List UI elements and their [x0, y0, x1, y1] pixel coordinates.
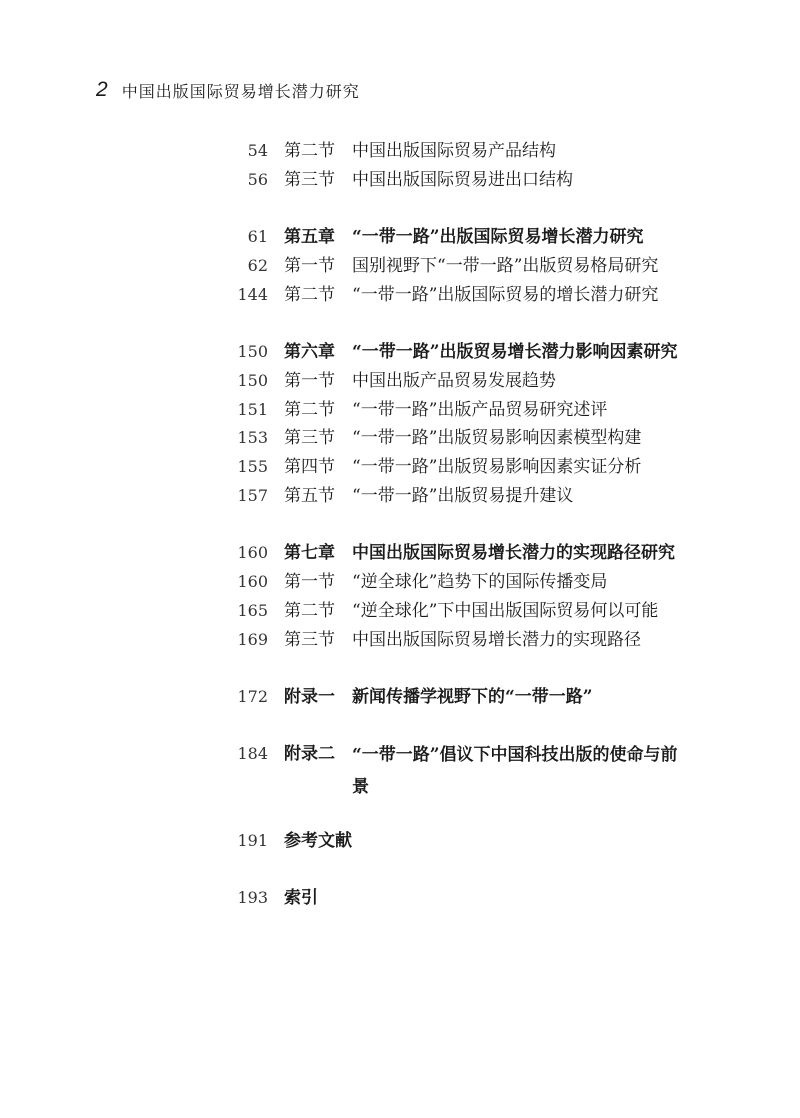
toc-appendix-entry[interactable] [0, 739, 800, 805]
toc-page-number: 62 [247, 256, 268, 275]
toc-entry[interactable] [0, 395, 800, 425]
toc-section-label: 第四节 [284, 457, 335, 477]
toc-chapter-entry[interactable] [0, 222, 800, 252]
toc-page-number: 150 [237, 371, 268, 390]
toc-entry[interactable] [0, 625, 800, 655]
toc-page-number: 160 [237, 572, 268, 591]
toc-chapter-label: 第七章 [284, 543, 335, 563]
toc-appendix-title: 新闻传播学视野下的“一带一路” [352, 687, 593, 707]
toc-chapter-label: 第五章 [284, 227, 335, 247]
toc-section-label: 第一节 [284, 572, 335, 592]
toc-index-entry[interactable] [0, 883, 800, 913]
toc-entry[interactable] [0, 452, 800, 482]
toc-page-number: 160 [237, 543, 268, 562]
toc-appendix-label: 附录二 [284, 744, 335, 764]
toc-appendix-label: 附录一 [284, 687, 335, 707]
running-header [96, 78, 360, 102]
toc-index-title: 索引 [284, 888, 318, 908]
page-number: 2 [96, 78, 108, 101]
toc-chapter-entry[interactable] [0, 337, 800, 367]
toc-section-label: 第一节 [284, 371, 335, 391]
toc-title: “一带一路”出版产品贸易研究述评 [352, 400, 608, 420]
toc-title: “逆全球化”趋势下的国际传播变局 [352, 572, 608, 592]
toc-page-number: 155 [237, 457, 268, 476]
toc-entry[interactable] [0, 423, 800, 453]
toc-entry[interactable] [0, 596, 800, 626]
toc-entry[interactable] [0, 165, 800, 195]
toc-chapter-entry[interactable] [0, 538, 800, 568]
toc-page-number: 54 [247, 141, 268, 160]
toc-page-number: 153 [237, 428, 268, 447]
toc-page-number: 61 [247, 227, 268, 246]
book-title: 中国出版国际贸易增长潜力研究 [121, 81, 360, 101]
toc-page-number: 193 [237, 888, 268, 907]
toc-page-number: 191 [237, 831, 268, 850]
toc-section-label: 第二节 [284, 400, 335, 420]
toc-title: “一带一路”出版贸易提升建议 [352, 486, 574, 506]
toc-title: 中国出版国际贸易进出口结构 [352, 170, 573, 190]
toc-section-label: 第二节 [284, 601, 335, 621]
toc-chapter-label: 第六章 [284, 342, 335, 362]
toc-page-number: 144 [237, 285, 268, 304]
toc-title: “一带一路”出版贸易影响因素实证分析 [352, 457, 642, 477]
toc-page-number: 184 [237, 744, 268, 763]
toc-title: “一带一路”出版国际贸易的增长潜力研究 [352, 285, 659, 305]
toc-entry[interactable] [0, 567, 800, 597]
toc-title: 中国出版国际贸易产品结构 [352, 141, 556, 161]
toc-section-label: 第五节 [284, 486, 335, 506]
toc-title: “逆全球化”下中国出版国际贸易何以可能 [352, 601, 659, 621]
toc-page-number: 157 [237, 486, 268, 505]
toc-references-entry[interactable] [0, 826, 800, 856]
toc-page-number: 172 [237, 687, 268, 706]
toc-page-number: 150 [237, 342, 268, 361]
toc-entry[interactable] [0, 280, 800, 310]
toc-chapter-title: “一带一路”出版贸易增长潜力影响因素研究 [352, 342, 678, 362]
toc-title: 中国出版产品贸易发展趋势 [352, 371, 556, 391]
toc-entry[interactable] [0, 136, 800, 166]
toc-appendix-title: “一带一路”倡议下中国科技出版的使命与前景 [352, 745, 678, 797]
toc-entry[interactable] [0, 481, 800, 511]
toc-section-label: 第三节 [284, 170, 335, 190]
toc-references-title: 参考文献 [284, 831, 352, 851]
toc-section-label: 第三节 [284, 428, 335, 448]
toc-entry[interactable] [0, 251, 800, 281]
toc-title: “一带一路”出版贸易影响因素模型构建 [352, 428, 642, 448]
toc-chapter-title: 中国出版国际贸易增长潜力的实现路径研究 [352, 543, 675, 563]
toc-chapter-title: “一带一路”出版国际贸易增长潜力研究 [352, 227, 644, 247]
toc-appendix-entry[interactable] [0, 682, 800, 712]
toc-page-number: 151 [237, 400, 268, 419]
toc-title: 中国出版国际贸易增长潜力的实现路径 [352, 630, 641, 650]
toc-section-label: 第一节 [284, 256, 335, 276]
toc-page-number: 56 [247, 170, 268, 189]
toc-page-number: 169 [237, 630, 268, 649]
toc-section-label: 第三节 [284, 630, 335, 650]
toc-title: 国别视野下“一带一路”出版贸易格局研究 [352, 256, 659, 276]
toc-entry[interactable] [0, 366, 800, 396]
toc-section-label: 第二节 [284, 141, 335, 161]
toc-page-number: 165 [237, 601, 268, 620]
toc-section-label: 第二节 [284, 285, 335, 305]
